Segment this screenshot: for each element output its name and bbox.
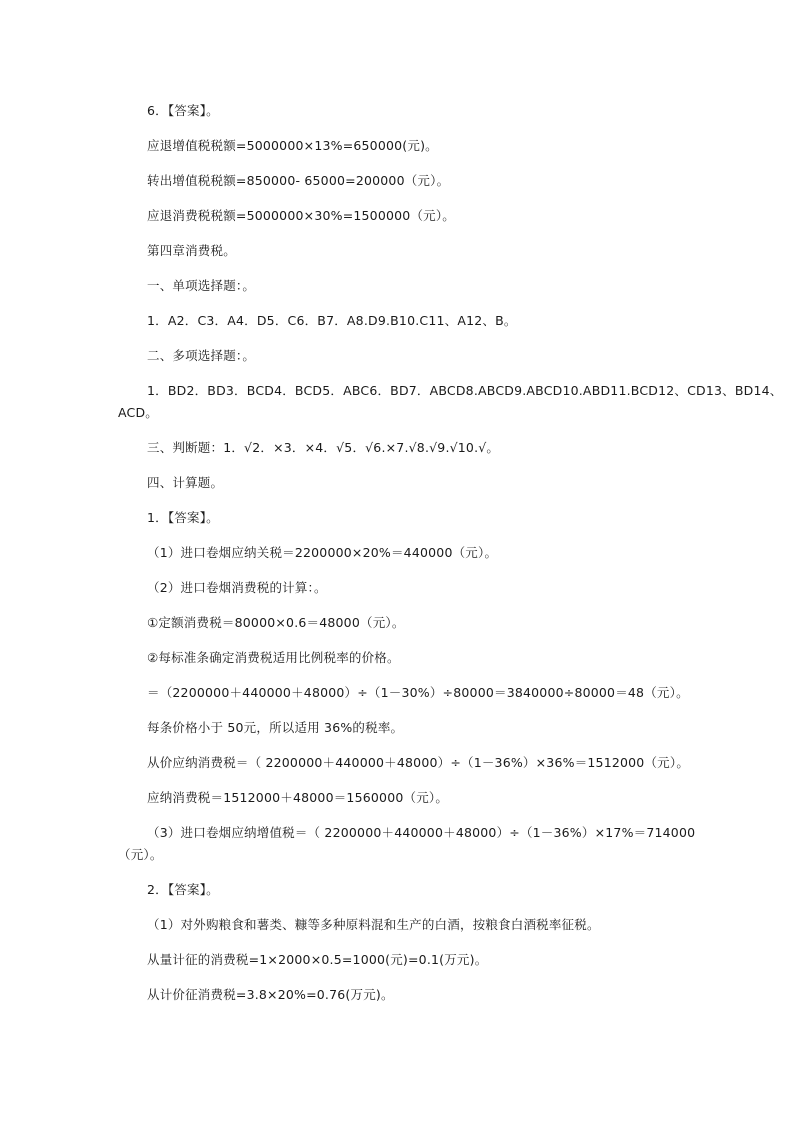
refund-consumption-tax-line: 应退消费税税额=5000000×30%=1500000（元）。 (147, 208, 455, 223)
rate-note-line: 每条价格小于 50元，所以适用 36%的税率。 (147, 720, 404, 735)
calculation-heading: 四、计算题。 (147, 475, 224, 490)
tariff-line: （1）进口卷烟应纳关税＝2200000×20%＝440000（元）。 (147, 545, 498, 560)
multiple-choice-heading: 二、多项选择题：。 (147, 348, 256, 363)
standard-price-line: ②每标准条确定消费税适用比例税率的价格。 (147, 650, 400, 665)
answer-2-heading: 2．【答案】。 (147, 882, 219, 897)
total-consumption-tax-line: 应纳消费税＝1512000＋48000＝1560000（元）。 (147, 790, 449, 805)
true-false-answers: 三、判断题：1．√2．×3．×4．√5．√6.×7.√8.√9.√10.√。 (147, 440, 500, 455)
consumption-tax-calc-heading: （2）进口卷烟消费税的计算：。 (147, 580, 327, 595)
ad-valorem-tax-line: 从价应纳消费税＝（ 2200000＋440000＋48000）÷（1－36%）×36%＝1512000（元）。 (147, 755, 690, 770)
chapter-heading: 第四章消费税。 (147, 243, 236, 258)
liquor-rule-line: （1）对外购粮食和薯类、糠等多种原料混和生产的白酒，按粮食白酒税率征税。 (147, 917, 600, 932)
refund-vat-line: 应退增值税税额=5000000×13%=650000(元)。 (147, 138, 438, 153)
price-formula-line: ＝（2200000＋440000＋48000）÷（1－30%）÷80000＝3840000÷80000＝48（元）。 (147, 685, 689, 700)
single-choice-answers: 1．A2．C3．A4．D5．C6．B7．A8.D9.B10.C11、A12、B。 (147, 313, 517, 328)
answer-6-heading: 6．【答案】。 (147, 103, 219, 118)
fixed-tax-line: ①定额消费税＝80000×0.6＝48000（元）。 (147, 615, 405, 630)
multiple-choice-answers-cont: ACD。 (118, 405, 158, 420)
ad-valorem-tax-2-line: 从计价征消费税=3.8×20%=0.76(万元)。 (147, 987, 394, 1002)
transfer-vat-line: 转出增值税税额=850000- 65000=200000（元）。 (147, 173, 450, 188)
import-vat-line: （3）进口卷烟应纳增值税＝（ 2200000＋440000＋48000）÷（1－36%）×17%＝714000 (147, 825, 696, 840)
import-vat-line-cont: （元）。 (118, 847, 163, 862)
answer-1-heading: 1．【答案】。 (147, 510, 219, 525)
multiple-choice-answers: 1．BD2．BD3．BCD4．BCD5．ABC6．BD7．ABCD8.ABCD9.ABCD10.ABD11.BCD12、CD13、BD14、 (147, 383, 783, 398)
single-choice-heading: 一、单项选择题：。 (147, 278, 256, 293)
specific-tax-line: 从量计征的消费税=1×2000×0.5=1000(元)=0.1(万元)。 (147, 952, 488, 967)
